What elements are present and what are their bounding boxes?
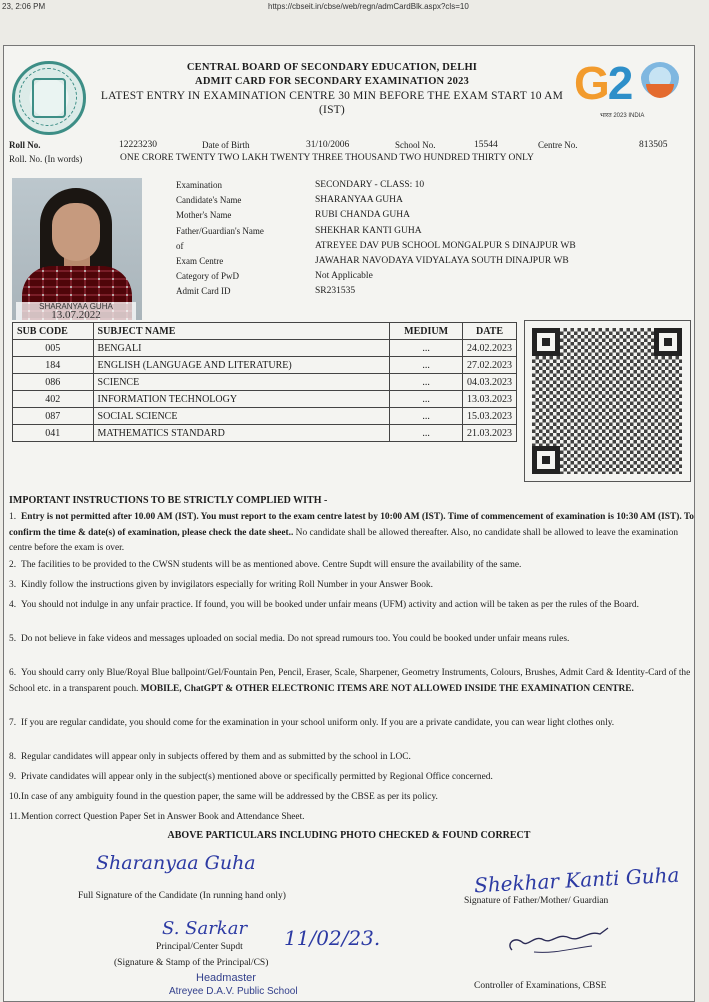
instruction-5: 5. Do not believe in fake videos and messages uploaded on social media. Do not spread rumours too. You could be booked under unfair means rules. bbox=[9, 634, 570, 644]
detail-value: RUBI CHANDA GUHA bbox=[315, 210, 411, 221]
subject-row bbox=[13, 408, 517, 425]
subject-code: 184 bbox=[13, 357, 94, 374]
detail-row bbox=[176, 195, 676, 210]
controller-caption: Controller of Examinations, CBSE bbox=[474, 981, 607, 991]
instruction-11: 11.Mention correct Question Paper Set in Answer Book and Attendance Sheet. bbox=[9, 812, 305, 822]
subject-name: BENGALI bbox=[93, 340, 390, 357]
detail-label: Father/Guardian's Name bbox=[176, 225, 264, 236]
detail-value: SR231535 bbox=[315, 286, 356, 297]
stamp-headmaster: Headmaster bbox=[196, 972, 256, 984]
subject-name: SCIENCE bbox=[93, 374, 390, 391]
school-value: 15544 bbox=[474, 140, 498, 150]
detail-row bbox=[176, 241, 676, 256]
detail-label: Mother's Name bbox=[176, 210, 232, 221]
subject-medium: ... bbox=[390, 340, 463, 357]
detail-row bbox=[176, 180, 676, 195]
subject-code: 041 bbox=[13, 425, 94, 442]
father-signature-caption: Signature of Father/Mother/ Guardian bbox=[464, 896, 609, 906]
detail-value: SECONDARY - CLASS: 10 bbox=[315, 180, 425, 190]
subject-date: 15.03.2023 bbox=[463, 408, 517, 425]
entry-note-tz: (IST) bbox=[319, 104, 345, 116]
subject-name: MATHEMATICS STANDARD bbox=[93, 425, 390, 442]
photo-caption bbox=[16, 302, 136, 320]
col-medium: MEDIUM bbox=[390, 323, 463, 340]
subject-date: 21.03.2023 bbox=[463, 425, 517, 442]
qr-code bbox=[524, 320, 691, 482]
detail-row bbox=[176, 226, 676, 241]
subject-code: 005 bbox=[13, 340, 94, 357]
candidate-signature: Sharanyaa Guha bbox=[96, 852, 256, 874]
subjects-header-row bbox=[13, 323, 517, 340]
roll-value: 12223230 bbox=[119, 140, 157, 150]
detail-value: Not Applicable bbox=[315, 271, 373, 282]
subject-row bbox=[13, 425, 517, 442]
subject-name: ENGLISH (LANGUAGE AND LITERATURE) bbox=[93, 357, 390, 374]
browser-bar bbox=[0, 0, 709, 14]
subject-code: 087 bbox=[13, 408, 94, 425]
col-date: DATE bbox=[463, 323, 517, 340]
detail-value: SHARANYAA GUHA bbox=[315, 195, 403, 206]
print-url[interactable]: https://cbseit.in/cbse/web/regn/admCardBlk.aspx?cls=10 bbox=[268, 2, 469, 11]
controller-signature bbox=[504, 924, 614, 960]
details-block bbox=[176, 180, 676, 302]
instruction-7: 7. If you are regular candidate, you should come for the examination in your school uniform only. If you are a private candidate, you can wear light clothes only. bbox=[9, 718, 615, 728]
board-name: CENTRAL BOARD OF SECONDARY EDUCATION, DELHI bbox=[186, 62, 478, 73]
subject-date: 13.03.2023 bbox=[463, 391, 517, 408]
centre-value: 813505 bbox=[639, 140, 668, 150]
instruction-8: 8. Regular candidates will appear only in subjects offered by them and as submitted by the school in LOC. bbox=[9, 752, 411, 762]
subject-row bbox=[13, 340, 517, 357]
detail-label: Candidate's Name bbox=[176, 195, 242, 206]
stamp-school: Atreyee D.A.V. Public School bbox=[169, 986, 298, 997]
instruction-2: 2. The facilities to be provided to the CWSN students will be as mentioned above. Centre Supdt will ensure the availability of the same. bbox=[9, 560, 522, 570]
principal-stamp-caption: (Signature & Stamp of the Principal/CS) bbox=[114, 958, 269, 968]
instruction-3: 3. Kindly follow the instructions given by invigilators especially for writing Roll Number in your Answer Book. bbox=[9, 580, 433, 590]
subject-code: 402 bbox=[13, 391, 94, 408]
detail-row bbox=[176, 210, 676, 225]
dob-label: Date of Birth bbox=[202, 140, 250, 150]
subject-medium: ... bbox=[390, 391, 463, 408]
subject-date: 27.02.2023 bbox=[463, 357, 517, 374]
instruction-10: 10.In case of any ambiguity found in the question paper, the same will be addressed by the CBSE as per its policy. bbox=[9, 792, 438, 802]
detail-row bbox=[176, 256, 676, 271]
detail-row bbox=[176, 286, 676, 301]
subject-row bbox=[13, 391, 517, 408]
roll-words-label: Roll. No. (In words) bbox=[9, 154, 83, 164]
col-subject-name: SUBJECT NAME bbox=[93, 323, 390, 340]
centre-label: Centre No. bbox=[538, 140, 578, 150]
candidate-signature-caption: Full Signature of the Candidate (In running hand only) bbox=[78, 891, 286, 901]
instruction-6: 6. You should carry only Blue/Royal Blue ballpoint/Gel/Fountain Pen, Pencil, Eraser, Scale, Sharpener, Geometry Instruments, Colours, Brushes, Admit Card & Identity-Card of the School etc. in a transparent pouch. MOBILE, ChatGPT & OTHER ELECTRONIC ITEMS ARE NOT ALLOWED INSIDE THE EXAMINATION CENTRE. bbox=[9, 668, 691, 694]
subject-date: 24.02.2023 bbox=[463, 340, 517, 357]
print-time: 23, 2:06 PM bbox=[2, 2, 46, 11]
instruction-1: 1. Entry is not permitted after 10.00 AM (IST). You must report to the exam centre latest by 10:00 AM (IST). Time of commencement of examination is 10:30 AM (IST). To confirm the time & date(s) of examination, please check the date sheet.. No candidate shall be allowed thereafter. Also, no candidate shall be allowed to leave the examination centre before the exam is over. bbox=[9, 512, 694, 553]
subject-medium: ... bbox=[390, 374, 463, 391]
photo-caption-name: SHARANYAA GUHA bbox=[39, 302, 113, 311]
subjects-table bbox=[12, 322, 517, 442]
admit-card bbox=[3, 45, 695, 1002]
dob-value: 31/10/2006 bbox=[306, 140, 350, 150]
subject-date: 04.03.2023 bbox=[463, 374, 517, 391]
detail-label: Examination bbox=[176, 180, 222, 190]
subject-row bbox=[13, 357, 517, 374]
cbse-logo bbox=[12, 61, 86, 135]
detail-value: SHEKHAR KANTI GUHA bbox=[315, 225, 422, 236]
candidate-photo bbox=[12, 178, 142, 320]
subject-name: INFORMATION TECHNOLOGY bbox=[93, 391, 390, 408]
father-signature: Shekhar Kanti Guha bbox=[473, 862, 680, 898]
detail-label: Admit Card ID bbox=[176, 286, 231, 297]
subject-code: 086 bbox=[13, 374, 94, 391]
photo-caption-date: 13.07.2022 bbox=[51, 309, 101, 321]
principal-sign-date: 11/02/23. bbox=[284, 926, 381, 950]
col-sub-code: SUB CODE bbox=[13, 323, 94, 340]
school-label: School No. bbox=[395, 140, 436, 150]
subject-row bbox=[13, 374, 517, 391]
subject-medium: ... bbox=[390, 425, 463, 442]
roll-label: Roll No. bbox=[9, 140, 41, 150]
roll-words-value: ONE CRORE TWENTY TWO LAKH TWENTY THREE THOUSAND TWO HUNDRED THIRTY ONLY bbox=[120, 153, 534, 163]
detail-value: ATREYEE DAV PUB SCHOOL MONGALPUR S DINAJPUR WB bbox=[315, 240, 576, 251]
detail-value: JAWAHAR NAVODAYA VIDYALAYA SOUTH DINAJPUR WB bbox=[315, 255, 569, 266]
subject-medium: ... bbox=[390, 357, 463, 374]
entry-note: LATEST ENTRY IN EXAMINATION CENTRE 30 MIN BEFORE THE EXAM START 10 AM bbox=[100, 90, 564, 102]
detail-label: Exam Centre bbox=[176, 255, 224, 266]
instruction-9: 9. Private candidates will appear only in the subject(s) mentioned above or specifically permitted by Regional Office concerned. bbox=[9, 772, 493, 782]
principal-caption: Principal/Center Supdt bbox=[156, 942, 243, 952]
card-title: ADMIT CARD FOR SECONDARY EXAMINATION 2023 bbox=[195, 76, 469, 87]
principal-signature: S. Sarkar bbox=[162, 918, 248, 939]
detail-label: Category of PwD bbox=[176, 271, 239, 282]
g20-logo: G2 भारत 2023 INDIA bbox=[574, 56, 684, 126]
instruction-4: 4. You should not indulge in any unfair practice. If found, you will be booked under unfair means (UFM) activity and action will be taken as per the rules of the Board. bbox=[9, 600, 639, 610]
subject-medium: ... bbox=[390, 408, 463, 425]
detail-row bbox=[176, 271, 676, 286]
instructions-title: IMPORTANT INSTRUCTIONS TO BE STRICTLY COMPLIED WITH - bbox=[9, 495, 328, 506]
checked-note: ABOVE PARTICULARS INCLUDING PHOTO CHECKED & FOUND CORRECT bbox=[167, 830, 531, 841]
g20-tag: भारत 2023 INDIA bbox=[600, 113, 645, 119]
detail-label: of bbox=[176, 240, 184, 251]
subject-name: SOCIAL SCIENCE bbox=[93, 408, 390, 425]
